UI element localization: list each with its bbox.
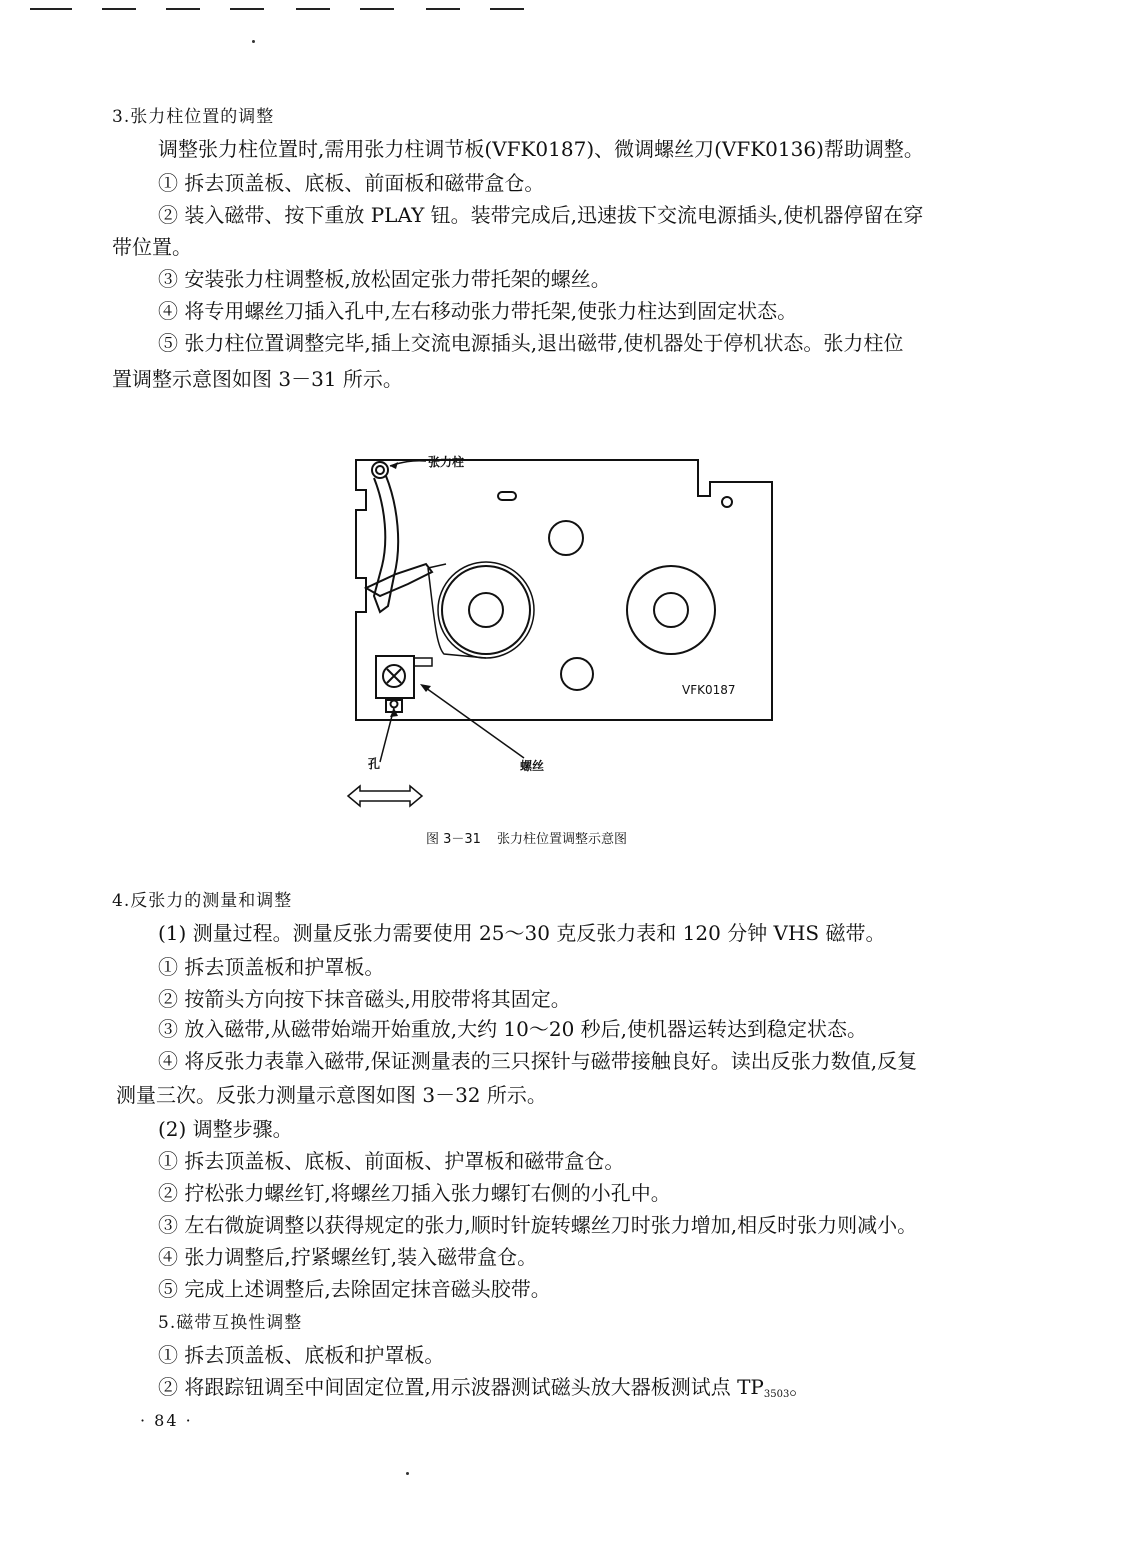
supply-reel-outer	[442, 566, 530, 654]
label-hole: 孔	[368, 757, 381, 771]
section3-step-2-cont: 带位置。	[112, 235, 192, 259]
adjust-hole	[391, 701, 398, 708]
adjust-step-4: ④ 张力调整后,拧紧螺丝钉,装入磁带盒仓。	[158, 1245, 538, 1269]
section3-step-5: ⑤ 张力柱位置调整完毕,插上交流电源插头,退出磁带,使机器处于停机状态。张力柱位	[158, 331, 904, 355]
section3-heading: 3.张力柱位置的调整	[112, 107, 275, 127]
adjust-step-3: ③ 左右微旋调整以获得规定的张力,顺时针旋转螺丝刀时张力增加,相反时张力则减小。	[158, 1213, 918, 1237]
tp-suffix: 。	[789, 1375, 810, 1399]
measure-step-2: ② 按箭头方向按下抹音磁头,用胶带将其固定。	[158, 987, 571, 1011]
section3-step-3: ③ 安装张力柱调整板,放松固定张力带托架的螺丝。	[158, 267, 611, 291]
supply-reel-inner	[469, 593, 503, 627]
tension-post	[372, 462, 388, 478]
measure-step-4: ④ 将反张力表靠入磁带,保证测量表的三只探针与磁带接触良好。读出反张力数值,反复	[158, 1049, 918, 1073]
section4-heading: 4.反张力的测量和调整	[112, 891, 293, 911]
page-number: · 84 ·	[140, 1411, 193, 1430]
tension-band	[428, 568, 486, 658]
adjust-step-5: ⑤ 完成上述调整后,去除固定抹音磁头胶带。	[158, 1277, 551, 1301]
tension-post-diagram	[336, 446, 796, 816]
measure-title: (1) 测量过程。测量反张力需要使用 25～30 克反张力表和 120 分钟 VHS 磁带。	[158, 921, 886, 945]
takeup-reel-inner	[654, 593, 688, 627]
move-double-arrow	[348, 786, 422, 806]
caption-number: 图 3－31	[426, 832, 481, 847]
supply-reel-tape	[438, 562, 534, 658]
caption-title: 张力柱位置调整示意图	[496, 832, 627, 847]
label-plate-code: VFK0187	[682, 683, 736, 697]
measure-step-4-cont: 测量三次。反张力测量示意图如图 3－32 所示。	[116, 1083, 547, 1107]
label-screw: 螺丝	[520, 759, 545, 773]
scan-speck	[406, 1472, 409, 1475]
measure-step-1: ① 拆去顶盖板和护罩板。	[158, 955, 385, 979]
measure-step-3: ③ 放入磁带,从磁带始端开始重放,大约 10～20 秒后,使机器运转达到稳定状态。	[158, 1017, 868, 1041]
section3-step-2: ② 装入磁带、按下重放 PLAY 钮。装带完成后,迅速拔下交流电源插头,使机器停留在穿	[158, 203, 924, 227]
tp-subscript: 3503	[763, 1389, 790, 1400]
tension-arm	[374, 476, 398, 612]
figure-caption	[426, 828, 627, 847]
plate-hole-lower	[561, 658, 593, 690]
section3-step-5-cont: 置调整示意图如图 3－31 所示。	[112, 367, 403, 391]
takeup-reel-outer	[627, 566, 715, 654]
section5-step-2-text: ② 将跟踪钮调至中间固定位置,用示波器测试磁头放大器板测试点 TP	[158, 1375, 764, 1399]
section3-step-1: ① 拆去顶盖板、底板、前面板和磁带盒仓。	[158, 171, 545, 195]
section5-heading: 5.磁带互换性调整	[158, 1313, 303, 1333]
section3-intro: 调整张力柱位置时,需用张力柱调节板(VFK0187)、微调螺丝刀(VFK0136)帮助调整。	[158, 137, 924, 161]
top-scan-rules	[0, 0, 1122, 14]
label-tension-post: 张力柱	[428, 455, 465, 469]
scan-speck	[252, 40, 255, 43]
adjust-step-1: ① 拆去顶盖板、底板、前面板、护罩板和磁带盒仓。	[158, 1149, 625, 1173]
adjust-title: (2) 调整步骤。	[158, 1117, 293, 1141]
section5-step-2	[158, 1374, 1038, 1408]
plate-hole-upper	[549, 521, 583, 555]
plate-slot	[498, 492, 516, 500]
section5-step-1: ① 拆去顶盖板、底板和护罩板。	[158, 1343, 445, 1367]
plate-hole-top-right	[722, 497, 732, 507]
adjust-step-2: ② 拧松张力螺丝钉,将螺丝刀插入张力螺钉右侧的小孔中。	[158, 1181, 671, 1205]
tension-post-figure	[336, 446, 796, 816]
screw-leader	[426, 688, 524, 758]
section3-step-4: ④ 将专用螺丝刀插入孔中,左右移动张力带托架,使张力柱达到固定状态。	[158, 299, 798, 323]
